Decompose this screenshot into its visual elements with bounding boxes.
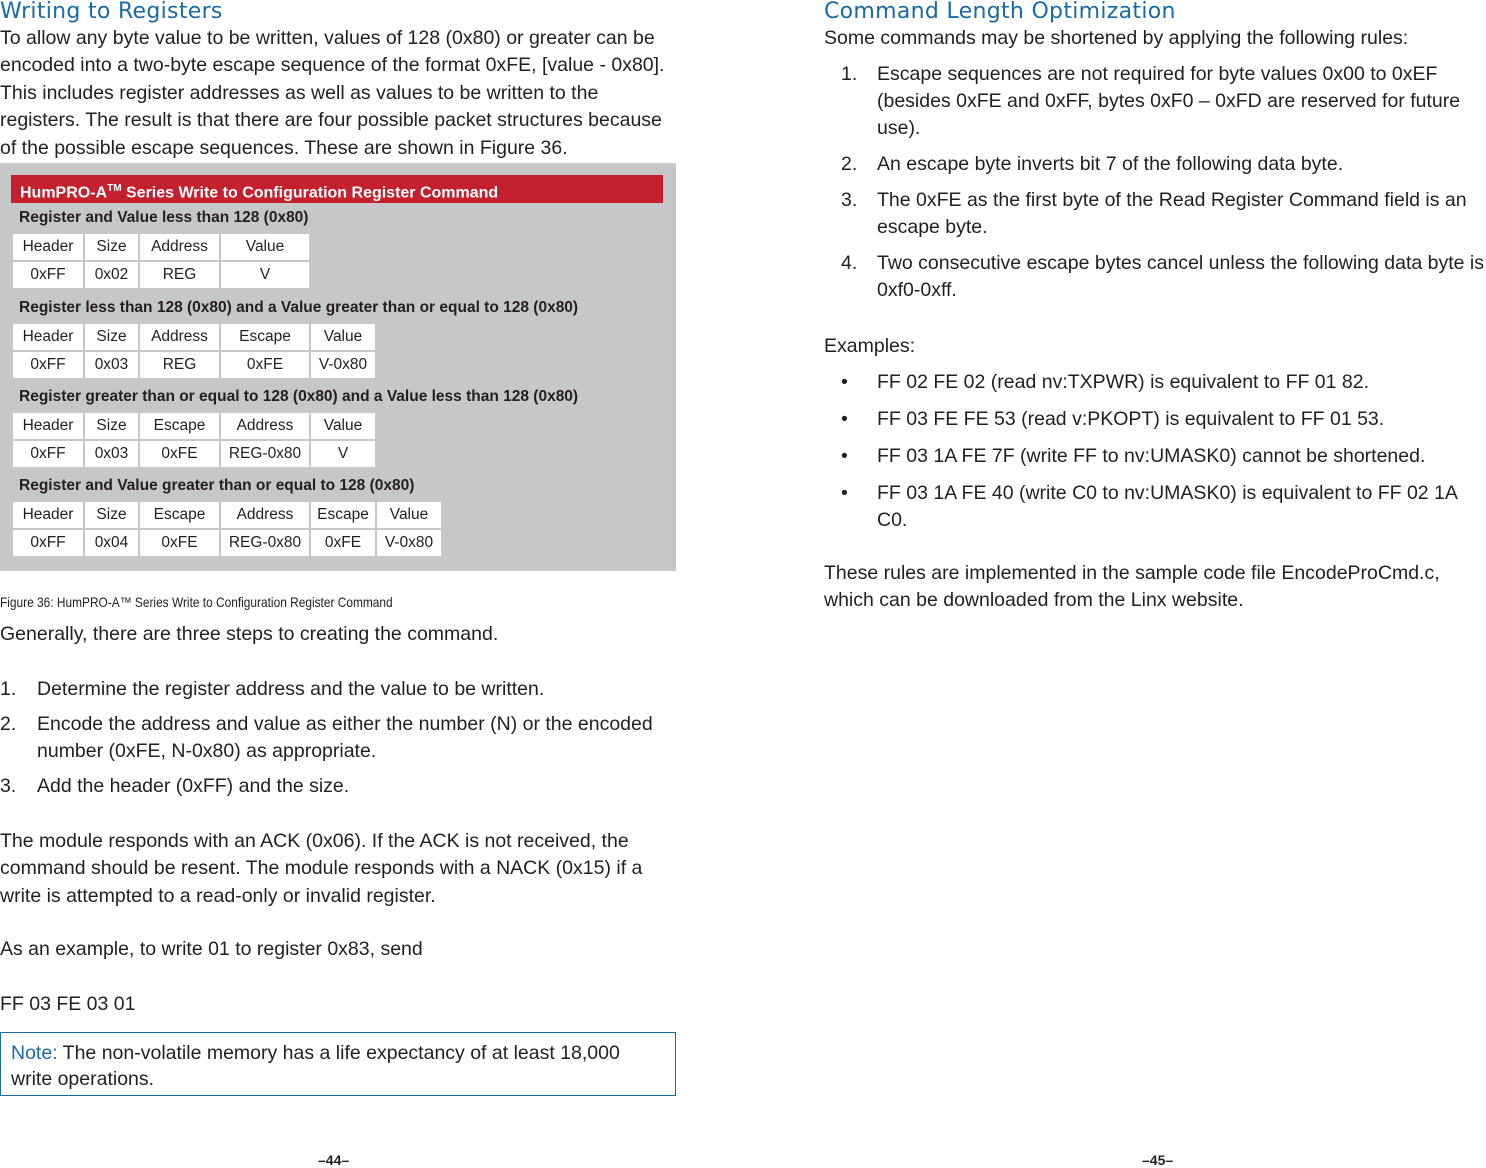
packet-table-2	[11, 322, 377, 380]
table-cell: 0x02	[84, 261, 139, 289]
table-cell: Escape	[139, 412, 220, 440]
example-paragraph: As an example, to write 01 to register 0x83, send	[0, 938, 423, 960]
table-cell: REG-0x80	[220, 440, 310, 468]
table-row	[12, 501, 442, 529]
packet-table-1	[11, 232, 311, 290]
list-item: 1. Escape sequences are not required for byte values 0x00 to 0xEF (besides 0xFE and 0xFF, bytes 0xF0 – 0xFD are reserved for future use).	[841, 63, 1461, 139]
note-box	[0, 1032, 676, 1096]
table-row	[12, 233, 310, 261]
table-cell: Size	[84, 412, 139, 440]
optimization-intro: Some commands may be shortened by applying the following rules:	[824, 27, 1409, 49]
table-row	[12, 351, 376, 379]
table-cell: Address	[139, 323, 220, 351]
writing-registers-heading: Writing to Registers	[0, 0, 223, 24]
table-cell: Header	[12, 412, 84, 440]
steps-list	[0, 676, 678, 800]
page-number-45: –45–	[1142, 1152, 1174, 1168]
section-1-label: Register and Value less than 128 (0x80)	[19, 209, 309, 226]
list-item: 3. The 0xFE as the first byte of the Read Register Command field is an escape byte.	[841, 189, 1467, 238]
table-cell: 0xFF	[12, 261, 84, 289]
table-cell: V-0x80	[310, 351, 376, 379]
table-row	[12, 323, 376, 351]
packet-table-4	[11, 500, 443, 558]
note-label: Note:	[11, 1042, 58, 1064]
example-command: FF 03 FE 03 01	[0, 993, 136, 1015]
table-cell: Value	[310, 323, 376, 351]
list-item: 4. Two consecutive escape bytes cancel unless the following data byte is 0xf0-0xff.	[841, 252, 1485, 301]
table-cell: 0x03	[84, 440, 139, 468]
table-cell: Size	[84, 323, 139, 351]
table-row	[12, 440, 376, 468]
table-cell: V	[310, 440, 376, 468]
list-item: • FF 03 1A FE 7F (write FF to nv:UMASK0) cannot be shortened.	[841, 445, 1426, 467]
list-item: • FF 02 FE 02 (read nv:TXPWR) is equivalent to FF 01 82.	[841, 371, 1370, 393]
table-cell: Value	[310, 412, 376, 440]
list-item: 2. Encode the address and value as either the number (N) or the encoded number (0xFE, N-0x80) as appropriate.	[0, 713, 653, 762]
figure-36	[0, 163, 676, 571]
table-row	[12, 412, 376, 440]
table-cell: Address	[220, 501, 310, 529]
table-cell: Size	[84, 233, 139, 261]
list-item: 2. An escape byte inverts bit 7 of the following data byte.	[841, 153, 1344, 175]
steps-intro: Generally, there are three steps to creating the command.	[0, 623, 499, 645]
table-cell: REG-0x80	[220, 529, 310, 557]
table-cell: 0xFF	[12, 351, 84, 379]
table-cell: 0xFF	[12, 529, 84, 557]
section-3-label: Register greater than or equal to 128 (0x80) and a Value less than 128 (0x80)	[19, 388, 579, 405]
table-cell: Header	[12, 323, 84, 351]
table-cell: 0xFE	[220, 351, 310, 379]
table-cell: Header	[12, 233, 84, 261]
table-cell: 0x03	[84, 351, 139, 379]
table-cell: Address	[220, 412, 310, 440]
table-cell: 0xFE	[139, 440, 220, 468]
table-cell: V	[220, 261, 310, 289]
closing-paragraph: These rules are implemented in the sample code file EncodeProCmd.c, which can be downloaded from the Linx website.	[824, 562, 1440, 612]
table-cell: Escape	[139, 501, 220, 529]
list-item: • FF 03 1A FE 40 (write C0 to nv:UMASK0) is equivalent to FF 02 1A C0.	[841, 482, 1457, 531]
table-row	[12, 529, 442, 557]
list-item: 1. Determine the register address and the value to be written.	[0, 678, 545, 700]
section-2-label: Register less than 128 (0x80) and a Value greater than or equal to 128 (0x80)	[19, 299, 579, 316]
command-length-heading: Command Length Optimization	[824, 0, 1176, 24]
table-cell: Header	[12, 501, 84, 529]
writing-registers-intro: To allow any byte value to be written, values of 128 (0x80) or greater can be encoded into a two-byte escape sequence of the format 0xFE, [value - 0x80]. This includes register addresses as well as values to be written to the registers. The result is that there are four possible packet structures because of the possible escape sequences. These are shown in Figure 36.	[0, 27, 665, 159]
table-cell: REG	[139, 261, 220, 289]
table-cell: V-0x80	[376, 529, 442, 557]
table-cell: Value	[376, 501, 442, 529]
table-cell: 0x04	[84, 529, 139, 557]
note-text: The non-volatile memory has a life expectancy of at least 18,000 write operations.	[11, 1042, 620, 1090]
table-cell: REG	[139, 351, 220, 379]
table-cell: Value	[220, 233, 310, 261]
table-row	[12, 261, 310, 289]
section-4-label: Register and Value greater than or equal to 128 (0x80)	[19, 477, 415, 494]
examples-list	[824, 369, 1486, 534]
table-cell: 0xFF	[12, 440, 84, 468]
table-cell: 0xFE	[139, 529, 220, 557]
ack-paragraph: The module responds with an ACK (0x06). If the ACK is not received, the command should be resent. The module responds with a NACK (0x15) if a write is attempted to a read-only or invalid register.	[0, 830, 643, 907]
table-cell: Escape	[220, 323, 310, 351]
table-cell: Address	[139, 233, 220, 261]
table-cell: 0xFE	[310, 529, 376, 557]
examples-label: Examples:	[824, 335, 916, 357]
figure-caption: Figure 36: HumPRO-A™ Series Write to Configuration Register Command	[0, 594, 393, 610]
figure-title-bar: HumPRO-A™ Series Write to Configuration Register Command	[11, 175, 663, 203]
list-item: • FF 03 FE FE 53 (read v:PKOPT) is equivalent to FF 01 53.	[841, 408, 1385, 430]
rules-list	[824, 61, 1486, 304]
page-number-44: –44–	[318, 1152, 350, 1168]
table-cell: Size	[84, 501, 139, 529]
table-cell: Escape	[310, 501, 376, 529]
list-item: 3. Add the header (0xFF) and the size.	[0, 775, 350, 797]
packet-table-3	[11, 411, 377, 469]
